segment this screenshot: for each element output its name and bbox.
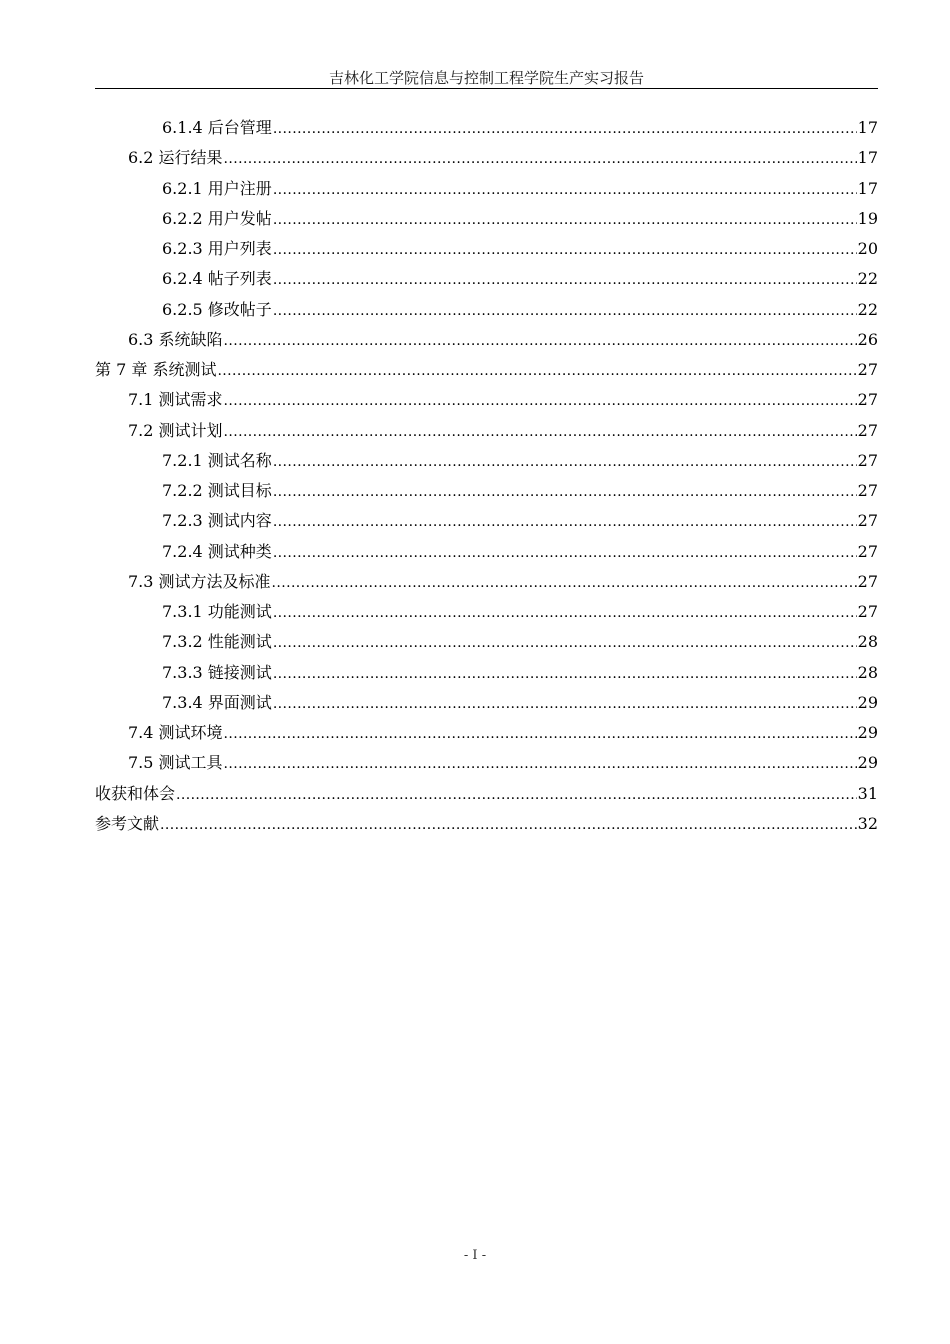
toc-entry-page: 27: [857, 450, 878, 470]
toc-dot-leader: [224, 719, 857, 749]
toc-dot-leader: [273, 598, 857, 628]
toc-entry-title: 7.2 测试计划: [128, 420, 223, 440]
toc-entry-page: 29: [857, 723, 878, 742]
toc-entry[interactable]: [95, 567, 878, 597]
toc-entry-page: 29: [857, 753, 878, 773]
toc-entry[interactable]: [95, 446, 878, 476]
toc-entry[interactable]: [95, 174, 878, 204]
toc-dot-leader: [217, 356, 856, 386]
toc-dot-leader: [224, 144, 857, 174]
toc-entry-page: 31: [857, 783, 878, 803]
header-rule: [95, 88, 878, 89]
toc-entry[interactable]: [95, 748, 878, 778]
toc-dot-leader: [273, 205, 857, 235]
toc-entry-page: 27: [857, 420, 878, 440]
toc-entry[interactable]: [95, 385, 878, 415]
toc-entry-page: 27: [857, 602, 878, 621]
toc-entry-page: 27: [857, 541, 878, 561]
toc-entry-title: 7.3 测试方法及标准: [128, 571, 271, 591]
toc-entry-title: 6.2.2 用户发帖: [162, 208, 272, 228]
toc-dot-leader: [224, 749, 857, 779]
toc-entry-page: 27: [857, 390, 878, 410]
toc-entry[interactable]: [95, 779, 878, 809]
toc-entry-title: 参考文献: [95, 813, 160, 833]
toc-entry-title: 6.2.5 修改帖子: [162, 299, 272, 319]
toc-entry-page: 17: [857, 178, 878, 198]
toc-entry-title: 收获和体会: [95, 783, 176, 803]
page-number: - I -: [463, 1248, 487, 1263]
toc-entry[interactable]: [95, 113, 878, 143]
table-of-contents: [95, 113, 878, 839]
toc-entry-page: 29: [857, 692, 878, 712]
toc-entry-page: 28: [857, 632, 878, 652]
toc-entry[interactable]: [95, 718, 878, 748]
toc-entry-page: 22: [857, 299, 878, 319]
toc-entry-title: 第 7 章 系统测试: [95, 360, 217, 379]
toc-entry-title: 7.2.4 测试种类: [162, 541, 272, 561]
toc-entry-title: 7.2.1 测试名称: [162, 450, 272, 470]
toc-entry[interactable]: [95, 325, 878, 355]
toc-dot-leader: [176, 780, 857, 810]
toc-dot-leader: [273, 477, 857, 507]
toc-entry-page: 22: [857, 269, 878, 289]
toc-entry-page: 20: [857, 239, 878, 258]
toc-entry[interactable]: [95, 234, 878, 264]
toc-entry-page: 17: [857, 118, 878, 137]
toc-entry-page: 26: [857, 329, 878, 349]
toc-entry[interactable]: [95, 627, 878, 657]
toc-entry-page: 27: [857, 511, 878, 531]
toc-dot-leader: [224, 326, 857, 356]
toc-entry-page: 17: [857, 148, 878, 168]
toc-dot-leader: [273, 628, 857, 658]
toc-entry-page: 28: [857, 662, 878, 682]
toc-entry[interactable]: [95, 204, 878, 234]
toc-entry-title: 6.3 系统缺陷: [128, 329, 223, 349]
toc-entry[interactable]: [95, 264, 878, 294]
toc-entry-page: 27: [857, 481, 878, 500]
toc-entry-title: 7.1 测试需求: [128, 390, 223, 410]
toc-dot-leader: [273, 114, 857, 144]
toc-entry-title: 7.2.2 测试目标: [162, 481, 272, 500]
toc-entry[interactable]: [95, 597, 878, 627]
toc-entry-title: 6.2.1 用户注册: [162, 178, 272, 198]
toc-dot-leader: [273, 447, 857, 477]
toc-dot-leader: [224, 417, 857, 447]
toc-dot-leader: [273, 507, 857, 537]
toc-entry-page: 19: [857, 208, 878, 228]
toc-dot-leader: [273, 689, 857, 719]
header-title: 吉林化工学院信息与控制工程学院生产实习报告: [328, 69, 644, 87]
toc-entry-page: 27: [857, 360, 878, 379]
toc-entry-title: 6.2.4 帖子列表: [162, 269, 272, 289]
toc-entry-title: 6.1.4 后台管理: [162, 118, 272, 137]
toc-entry-title: 6.2.3 用户列表: [162, 239, 272, 258]
toc-entry-page: 27: [857, 571, 878, 591]
toc-dot-leader: [273, 175, 857, 205]
toc-entry[interactable]: [95, 658, 878, 688]
toc-entry[interactable]: [95, 809, 878, 839]
toc-dot-leader: [272, 568, 857, 598]
toc-dot-leader: [224, 386, 857, 416]
toc-entry-title: 7.3.1 功能测试: [162, 602, 272, 621]
toc-entry[interactable]: [95, 537, 878, 567]
toc-entry[interactable]: [95, 355, 878, 385]
toc-entry[interactable]: [95, 506, 878, 536]
toc-entry-title: 7.3.2 性能测试: [162, 632, 272, 652]
toc-entry-title: 6.2 运行结果: [128, 148, 223, 168]
toc-dot-leader: [273, 235, 857, 265]
toc-dot-leader: [273, 296, 857, 326]
toc-entry-title: 7.2.3 测试内容: [162, 511, 272, 531]
toc-dot-leader: [160, 810, 857, 840]
toc-entry[interactable]: [95, 476, 878, 506]
toc-entry[interactable]: [95, 416, 878, 446]
toc-entry[interactable]: [95, 295, 878, 325]
toc-entry[interactable]: [95, 688, 878, 718]
toc-entry-page: 32: [857, 813, 878, 833]
toc-entry-title: 7.5 测试工具: [128, 753, 223, 773]
toc-entry-title: 7.4 测试环境: [128, 723, 223, 742]
toc-dot-leader: [273, 659, 857, 689]
toc-dot-leader: [273, 538, 857, 568]
toc-entry[interactable]: [95, 143, 878, 173]
toc-entry-title: 7.3.3 链接测试: [162, 662, 272, 682]
toc-dot-leader: [273, 265, 857, 295]
toc-entry-title: 7.3.4 界面测试: [162, 692, 272, 712]
